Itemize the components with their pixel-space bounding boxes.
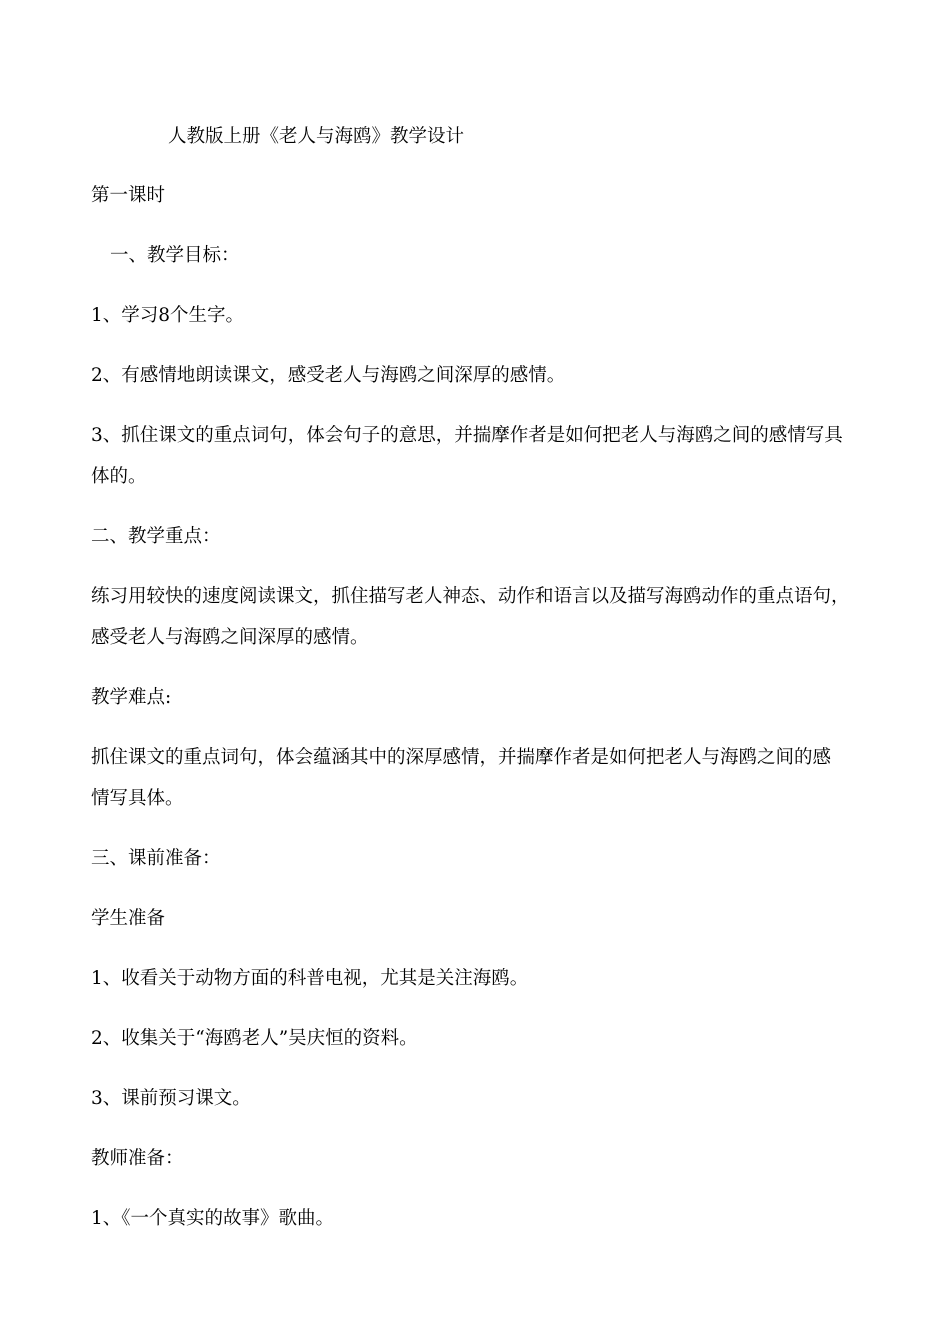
- teacher-prep-heading: 教师准备：: [91, 1148, 184, 1169]
- student-prep-heading: 学生准备: [91, 908, 166, 929]
- goal-item: 3、抓住课文的重点词句，体会句子的意思，并揣摩作者是如何把老人与海鸥之间的感情写具: [91, 425, 843, 446]
- lesson-label: 第一课时: [91, 185, 166, 206]
- student-prep-item: 3、课前预习课文。: [91, 1088, 251, 1109]
- key-points-heading: 二、教学重点：: [91, 526, 221, 547]
- student-prep-item: 2、收集关于“海鸥老人”吴庆恒的资料。: [91, 1028, 418, 1049]
- goal-item: 1、学习8个生字。: [91, 305, 245, 326]
- goals-heading: 一、教学目标：: [110, 245, 240, 266]
- difficulty-heading: 教学难点:: [91, 687, 172, 708]
- difficulty-text: 情写具体。: [91, 788, 184, 809]
- student-prep-item: 1、收看关于动物方面的科普电视，尤其是关注海鸥。: [91, 968, 529, 989]
- difficulty-text: 抓住课文的重点词句，体会蕴涵其中的深厚感情，并揣摩作者是如何把老人与海鸥之间的感: [91, 747, 832, 768]
- document-title: 人教版上册《老人与海鸥》教学设计: [168, 126, 465, 147]
- teacher-prep-item: 1、《一个真实的故事》歌曲。: [91, 1208, 335, 1229]
- key-points-text: 练习用较快的速度阅读课文，抓住描写老人神态、动作和语言以及描写海鸥动作的重点语句，: [91, 586, 850, 607]
- key-points-text: 感受老人与海鸥之间深厚的感情。: [91, 627, 369, 648]
- goal-item-continuation: 体的。: [91, 466, 147, 487]
- goal-item: 2、有感情地朗读课文，感受老人与海鸥之间深厚的感情。: [91, 365, 566, 386]
- preparation-heading: 三、课前准备：: [91, 848, 221, 869]
